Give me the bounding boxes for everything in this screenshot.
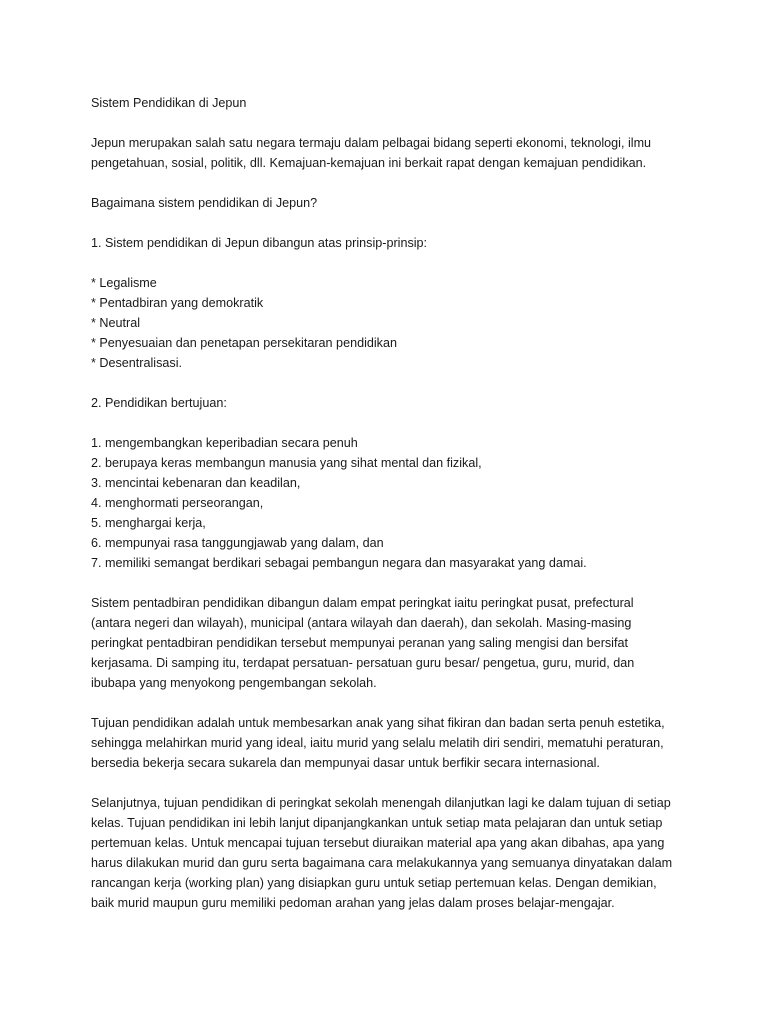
list-item: 5. menghargai kerja,: [91, 516, 206, 530]
paragraph-line: ibubapa yang menyokong pengembangan sekolah.: [91, 676, 377, 690]
list-item: 1. mengembangkan keperibadian secara penuh: [91, 436, 358, 450]
document-page: [91, 93, 691, 913]
spacer: [91, 573, 691, 593]
spacer: [91, 773, 691, 793]
question-line: Bagaimana sistem pendidikan di Jepun?: [91, 196, 318, 210]
principles-list: [91, 273, 691, 373]
paragraph-line: peringkat pentadbiran pendidikan tersebut mempunyai peranan yang saling mengisi dan bersifat: [91, 636, 628, 650]
admin-paragraph: [91, 593, 691, 693]
secondary-paragraph: [91, 793, 691, 913]
paragraph-line: rancangan kerja (working plan) yang disiapkan guru untuk setiap pertemuan kelas. Dengan demikian,: [91, 876, 657, 890]
spacer: [91, 173, 691, 193]
spacer: [91, 693, 691, 713]
paragraph-line: kelas. Tujuan pendidikan ini lebih lanjut dipanjangkankan untuk setiap mata pelajaran dan untuk setiap: [91, 816, 663, 830]
list-item: 6. mempunyai rasa tanggungjawab yang dalam, dan: [91, 536, 384, 550]
paragraph-line: kerjasama. Di samping itu, terdapat persatuan- persatuan guru besar/ pengetua, guru, murid, dan: [91, 656, 635, 670]
paragraph-line: pertemuan kelas. Untuk mencapai tujuan tersebut diuraikan material apa yang akan dibahas, apa yang: [91, 836, 665, 850]
paragraph-line: pengetahuan, sosial, politik, dll. Kemajuan-kemajuan ini berkait rapat dengan kemajuan pendidikan.: [91, 156, 647, 170]
spacer: [91, 253, 691, 273]
list-item: 2. berupaya keras membangun manusia yang sihat mental dan fizikal,: [91, 456, 482, 470]
spacer: [91, 373, 691, 393]
section-heading-goals: 2. Pendidikan bertujuan:: [91, 396, 227, 410]
spacer: [91, 113, 691, 133]
paragraph-line: Selanjutnya, tujuan pendidikan di peringkat sekolah menengah dilanjutkan lagi ke dalam tujuan di setiap: [91, 796, 671, 810]
paragraph-line: Tujuan pendidikan adalah untuk membesarkan anak yang sihat fikiran dan badan serta penuh estetika,: [91, 716, 665, 730]
list-item: * Legalisme: [91, 276, 157, 290]
list-item: 7. memiliki semangat berdikari sebagai pembangun negara dan masyarakat yang damai.: [91, 556, 587, 570]
document-title: Sistem Pendidikan di Jepun: [91, 96, 247, 110]
paragraph-line: harus dilakukan murid dan guru serta bagaimana cara melakukannya yang semuanya dinyatakan dalam: [91, 856, 673, 870]
spacer: [91, 413, 691, 433]
paragraph-line: bersedia bekerja secara sukarela dan mempunyai dasar untuk berfikir secara internasional.: [91, 756, 600, 770]
spacer: [91, 213, 691, 233]
list-item: 3. mencintai kebenaran dan keadilan,: [91, 476, 301, 490]
intro-paragraph: [91, 133, 691, 173]
list-item: 4. menghormati perseorangan,: [91, 496, 264, 510]
paragraph-line: (antara negeri dan wilayah), municipal (antara wilayah dan daerah), dan sekolah. Masing-masing: [91, 616, 632, 630]
paragraph-line: Sistem pentadbiran pendidikan dibangun dalam empat peringkat iaitu peringkat pusat, prefectural: [91, 596, 634, 610]
list-item: * Neutral: [91, 316, 140, 330]
list-item: * Penyesuaian dan penetapan persekitaran pendidikan: [91, 336, 397, 350]
paragraph-line: sehingga melahirkan murid yang ideal, iaitu murid yang selalu melatih diri sendiri, mematuhi peraturan,: [91, 736, 664, 750]
goal-paragraph: [91, 713, 691, 773]
list-item: * Desentralisasi.: [91, 356, 182, 370]
paragraph-line: Jepun merupakan salah satu negara termaju dalam pelbagai bidang seperti ekonomi, teknologi, ilmu: [91, 136, 652, 150]
paragraph-line: baik murid maupun guru memiliki pedoman arahan yang jelas dalam proses belajar-mengajar.: [91, 896, 615, 910]
list-item: * Pentadbiran yang demokratik: [91, 296, 264, 310]
section-heading-principles: 1. Sistem pendidikan di Jepun dibangun atas prinsip-prinsip:: [91, 236, 428, 250]
goals-list: [91, 433, 691, 573]
